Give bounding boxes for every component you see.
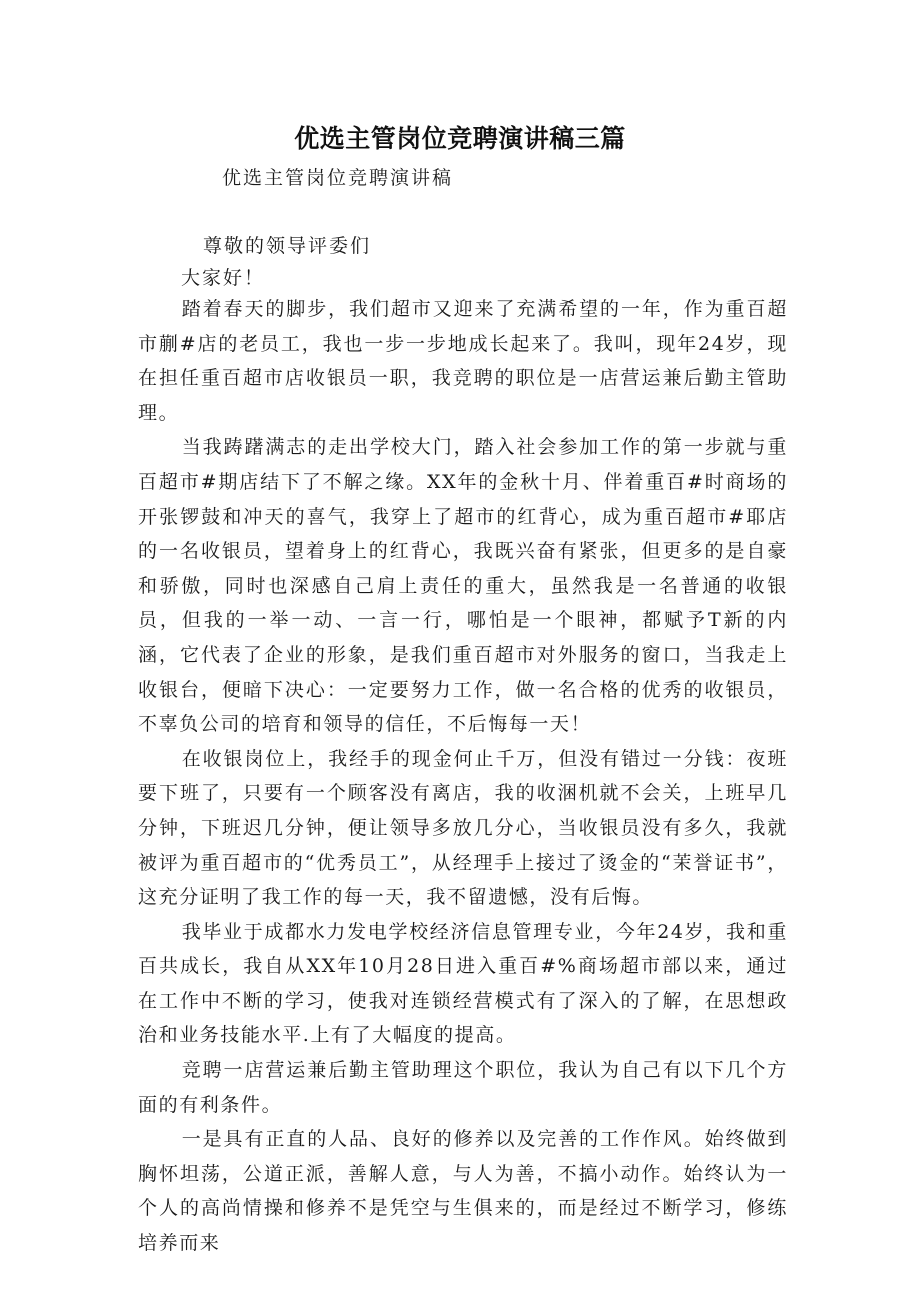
document-title: 优选主管岗位竞聘演讲稿三篇 bbox=[294, 124, 626, 153]
paragraph: 踏着春天的脚步，我们超市又迎来了充满希望的一年，作为重百超市蒯#店的老员工，我也一步一步地成长起来了。我叫，现年24岁，现在担任重百超市店收银员一职，我竞聘的职位是一店营运兼后勤主管助理。 bbox=[138, 298, 788, 424]
salutation: 尊敬的领导评委们 bbox=[203, 235, 372, 257]
paragraph: 竞聘一店营运兼后勤主管助理这个职位，我认为自己有以下几个方面的有利条件。 bbox=[138, 1059, 788, 1116]
paragraph: 我毕业于成都水力发电学校经济信息管理专业，今年24岁，我和重百共成长，我自从XX年10月28日进入重百#%商场超市部以来，通过在工作中不断的学习，使我对连锁经营模式有了深入的了解，在思想政治和业务技能水平.上有了大幅度的提高。 bbox=[138, 920, 788, 1047]
paragraph: 在收银岗位上，我经手的现金何止千万，但没有错过一分钱：夜班要下班了，只要有一个顾客没有离店，我的收涃机就不会关，上班早几分钟，下班迟几分钟，便让领导多放几分心，当收银员没有多久，我就被评为重百超市的“优秀员工”，从经理手上接过了烫金的“茉誉证书”，这充分证明了我工作的每一天，我不留遗憾，没有后悔。 bbox=[138, 747, 788, 909]
speech-body bbox=[138, 292, 788, 1261]
paragraph: 当我踌躇满志的走出学校大门，踏入社会参加工作的第一步就与重百超市#期店结下了不解之缘。XX年的金秋十月、伴着重百#时商场的开张锣鼓和冲天的喜气，我穿上了超市的红背心，成为重百超市#耶店的一名收银员，望着身上的红背心，我既兴奋有紧张，但更多的是自豪和骄傲，同时也深感自己肩上责任的重大，虽然我是一名普通的收银员，但我的一举一动、一言一行，哪怕是一个眼神，都赋予T新的内涵，它代表了企业的形象，是我们重百超市对外服务的窗口，当我走上收银台，便暗下决心：一定要努力工作，做一名合格的优秀的收银员，不辜负公司的培育和领导的信任，不后悔每一天！ bbox=[138, 436, 788, 736]
document-subtitle: 优选主管岗位竞聘演讲稿 bbox=[222, 167, 454, 189]
greeting: 大家好！ bbox=[181, 267, 266, 289]
paragraph: 一是具有正直的人品、良好的修养以及完善的工作作风。始终做到胸怀坦荡，公道正派，善解人意，与人为善，不搞小动作。始终认为一个人的高尚情操和修养不是凭空与生俱来的，而是经过不断学习，修练培养而来 bbox=[138, 1128, 788, 1255]
